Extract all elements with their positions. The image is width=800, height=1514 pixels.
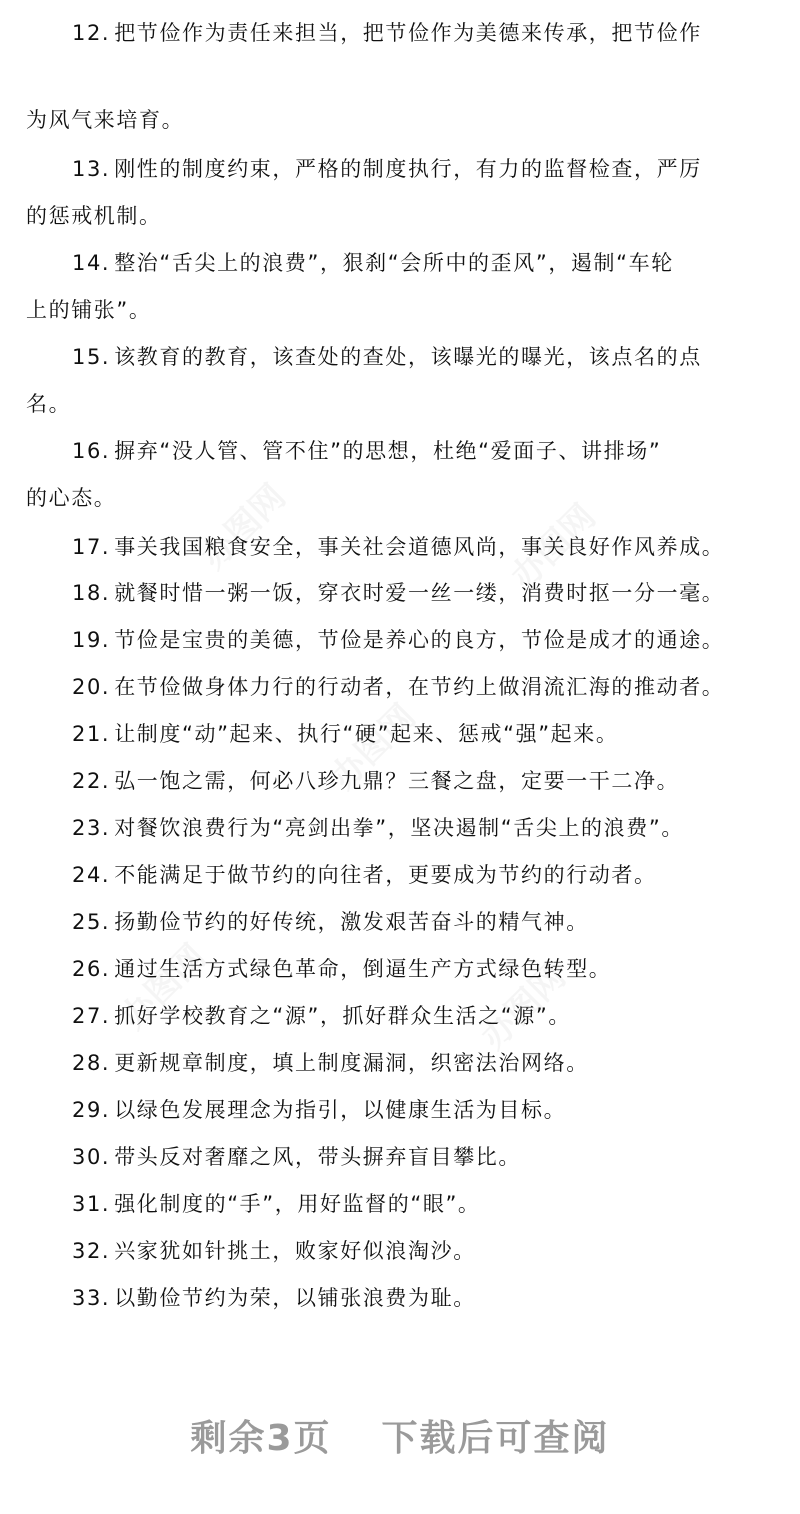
list-item [26,1087,778,1134]
item-number: 24. [72,863,111,887]
item-number: 15. [72,345,111,369]
item-text-continued: 的心态。 [26,486,117,510]
item-number: 22. [72,769,111,793]
list-item [26,1134,778,1181]
item-number: 19. [72,628,111,652]
list-item [26,1228,778,1275]
list-item [26,240,778,334]
list-item [26,617,778,664]
item-number: 33. [72,1286,111,1310]
list-item [26,993,778,1040]
list-item [26,805,778,852]
item-number: 32. [72,1239,111,1263]
item-text: 把节俭作为责任来担当，把节俭作为美德来传承，把节俭作 [114,21,702,45]
item-number: 16. [72,439,111,463]
item-text: 在节俭做身体力行的行动者，在节约上做涓流汇海的推动者。 [114,675,725,699]
item-number: 20. [72,675,111,699]
list-item [26,758,778,805]
item-text: 弘一饱之需，何必八珍九鼎？三餐之盘，定要一干二净。 [114,769,680,793]
item-number: 31. [72,1192,111,1216]
item-text: 以绿色发展理念为指引，以健康生活为目标。 [114,1098,567,1122]
watermark: 办图网 [503,496,604,598]
item-text: 更新规章制度，填上制度漏洞，织密法治网络。 [114,1051,589,1075]
item-text: 刚性的制度约束，严格的制度执行，有力的监督检查，严厉 [114,157,702,181]
item-number: 21. [72,722,111,746]
item-text: 扬勤俭节约的好传统，激发艰苦奋斗的精气神。 [114,910,589,934]
list-item [26,334,778,428]
item-text-continued: 的惩戒机制。 [26,204,162,228]
item-number: 23. [72,816,111,840]
item-text: 抓好学校教育之“源”，抓好群众生活之“源”。 [114,1004,571,1028]
item-number: 12. [72,21,111,45]
list-item [26,428,778,522]
download-to-view-label: 下载后可查阅 [381,1418,610,1459]
list-item [26,1181,778,1228]
item-text: 事关我国粮食安全，事关社会道德风尚，事关良好作风养成。 [114,535,725,559]
list-item [26,570,778,617]
item-number: 17. [72,535,111,559]
item-number: 14. [72,251,111,275]
item-text: 让制度“动”起来、执行“硬”起来、惩戒“强”起来。 [114,722,619,746]
item-text: 节俭是宝贵的美德，节俭是养心的良方，节俭是成才的通途。 [114,628,725,652]
watermark: 办图网 [113,936,214,1038]
item-text-continued: 为风气来培育。 [26,108,185,132]
list-item [26,146,778,240]
list-item [26,10,778,144]
item-text: 兴家犹如针挑土，败家好似浪淘沙。 [114,1239,476,1263]
list-item [26,1040,778,1087]
item-number: 29. [72,1098,111,1122]
download-prompt[interactable] [0,1410,800,1461]
item-text: 就餐时惜一粥一饭，穿衣时爱一丝一缕，消费时抠一分一毫。 [114,581,725,605]
item-number: 30. [72,1145,111,1169]
list-item [26,524,778,571]
watermark: 办图网 [193,476,294,578]
item-number: 28. [72,1051,111,1075]
item-text: 该教育的教育，该查处的查处，该曝光的曝光，该点名的点 [114,345,702,369]
item-text: 强化制度的“手”，用好监督的“眼”。 [114,1192,481,1216]
watermark: 办图网 [323,696,424,798]
item-text: 以勤俭节约为荣，以铺张浪费为耻。 [114,1286,476,1310]
item-number: 13. [72,157,111,181]
item-text: 摒弃“没人管、管不住”的思想，杜绝“爱面子、讲排场” [114,439,662,463]
item-text: 不能满足于做节约的向往者，更要成为节约的行动者。 [114,863,657,887]
item-text: 整治“舌尖上的浪费”，狠刹“会所中的歪风”，遏制“车轮 [114,251,674,275]
list-item [26,1275,778,1322]
list-item [26,899,778,946]
list-item [26,946,778,993]
item-text: 通过生活方式绿色革命，倒逼生产方式绿色转型。 [114,957,612,981]
list-item [26,711,778,758]
list-item [26,852,778,899]
item-number: 25. [72,910,111,934]
item-number: 18. [72,581,111,605]
item-text-continued: 上的铺张”。 [26,298,152,322]
item-text-continued: 名。 [26,392,72,416]
item-number: 26. [72,957,111,981]
list-item [26,664,778,711]
item-number: 27. [72,1004,111,1028]
watermark: 办图网 [473,956,574,1058]
remaining-pages-label: 剩余3页 [190,1418,332,1459]
item-text: 对餐饮浪费行为“亮剑出拳”，坚决遏制“舌尖上的浪费”。 [114,816,684,840]
item-text: 带头反对奢靡之风，带头摒弃盲目攀比。 [114,1145,522,1169]
